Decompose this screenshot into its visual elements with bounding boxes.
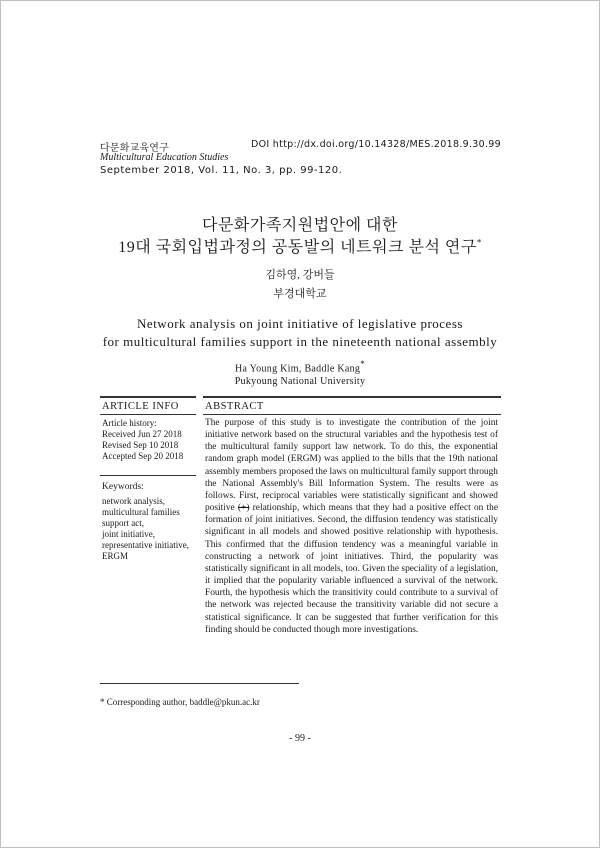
- page-number: - 99 -: [289, 733, 311, 744]
- info-top-rule: [100, 396, 196, 398]
- english-title-line2: for multicultural families support in the nineteenth national assembly: [102, 334, 498, 349]
- authors-english: [0, 359, 600, 374]
- authors-english-names: Ha Young Kim, Baddle Kang: [234, 363, 361, 375]
- keyword-item: representative initiative,: [102, 540, 189, 550]
- korean-title-line1: 다문화가족지원법안에 대한: [202, 217, 398, 234]
- article-info-heading: ARTICLE INFO: [102, 401, 179, 412]
- authors-korean: 김하영, 강버들: [265, 269, 335, 281]
- keyword-item: joint initiative,: [102, 529, 155, 539]
- doi-link[interactable]: DOI http://dx.doi.org/10.14328/MES.2018.9.30.99: [250, 139, 501, 150]
- history-revised: Revised Sep 10 2018: [102, 440, 179, 450]
- history-bottom-rule: [100, 475, 196, 476]
- history-received: Received Jun 27 2018: [102, 429, 182, 439]
- footnote-rule: [100, 683, 299, 684]
- article-history: [102, 418, 200, 462]
- keyword-item: ERGM: [102, 551, 129, 561]
- english-title-line1: Network analysis on joint initiative of legislative process: [137, 316, 463, 331]
- volume-info: September 2018, Vol. 11, No. 3, pp. 99-120.: [100, 165, 343, 176]
- info-header-rule: [100, 414, 196, 415]
- korean-title-line2-text: 19대 국회입법과정의 공동발의 네트워크 분석 연구: [118, 239, 477, 256]
- corresponding-author-footnote: * Corresponding author, baddle@pkun.ac.kr: [100, 697, 260, 707]
- abstract-top-rule: [203, 396, 501, 398]
- abstract-struck-sign: (+): [237, 503, 250, 514]
- keyword-item: network analysis,: [102, 496, 165, 506]
- abstract-body: [205, 417, 498, 636]
- affiliation-english: Pukyoung National University: [234, 376, 366, 387]
- journal-name-korean: 다문화교육연구: [100, 143, 170, 154]
- keywords-label: Keywords:: [102, 482, 144, 492]
- title-footnote-mark: *: [476, 237, 482, 248]
- affiliation-korean: 부경대학교: [273, 288, 327, 300]
- journal-name-english: Multicultural Education Studies: [100, 152, 229, 163]
- korean-title-line2: [0, 234, 600, 257]
- keywords-list: [102, 496, 200, 562]
- abstract-text-part1: The purpose of this study is to investigate the contribution of the joint initiative network based on the structural variables and the hypothesis test of the multicultural family support law network. To do this, the exponential random graph model (ERGM) was applied to the bills that the 19th national assembly members proposed the laws on multicultural family support through the National Assembly's Bill Information System. The results were as follows. First, reciprocal variables were statistically significant and showed positive: [205, 418, 498, 514]
- author-footnote-mark: *: [360, 359, 366, 369]
- abstract-heading: ABSTRACT: [205, 401, 264, 412]
- history-label: Article history:: [102, 418, 157, 428]
- keyword-item: support act,: [102, 518, 144, 528]
- keyword-item: multicultural families: [102, 507, 180, 517]
- abstract-text-part2: relationship, which means that they had a positive effect on the formation of joint initiatives. Second, the diffusion tendency was statistically significant in all models and showed positive relationship with hypothesis. This confirmed that the diffusion tendency was a meaningful variable in constructing a network of joint initiatives. Third, the popularity was statistically significant in all models, too. Given the speciality of a legislation, it implied that the popularity variable influenced a survival of the network. Fourth, the hypothesis which the transitivity could contribute to a survival of the network was rejected because the transitivity variable did not secure a statistical significance. It can be suggested that further verification for this finding should be conducted though more investigations.: [205, 503, 498, 635]
- history-accepted: Accepted Sep 20 2018: [102, 451, 184, 461]
- abstract-header-rule: [203, 414, 501, 415]
